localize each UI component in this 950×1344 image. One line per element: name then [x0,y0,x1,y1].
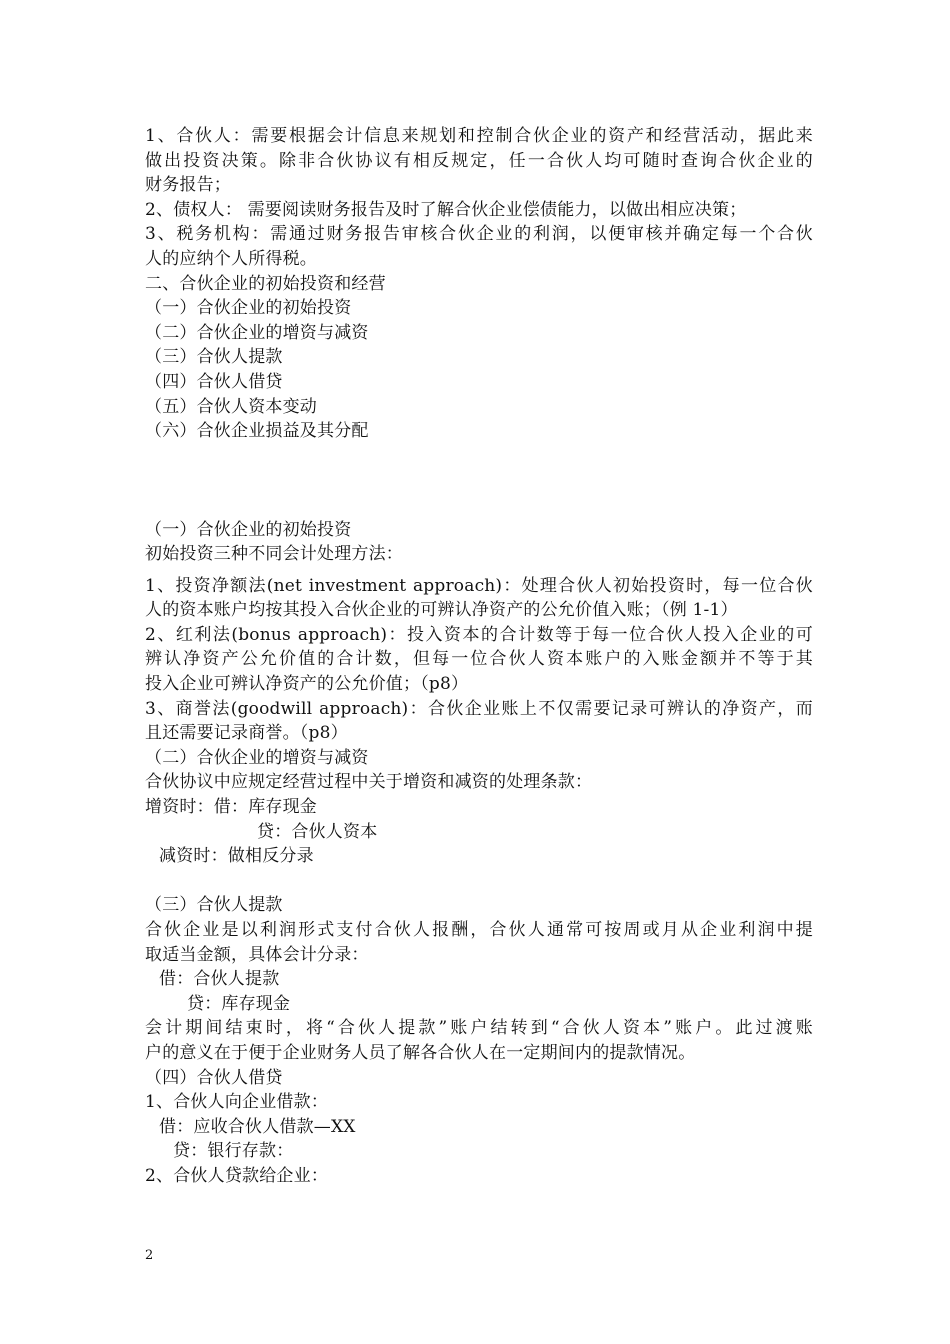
outline-item: （三）合伙人提款 [145,347,283,368]
spacer [145,493,813,518]
paragraph-line: 初始投资三种不同会计处理方法： [145,544,403,565]
subsection-heading: （三）合伙人提款 [145,895,283,916]
section-heading: 二、合伙企业的初始投资和经营 [145,273,386,294]
paragraph-line: 3、税务机构：需通过财务报告审核合伙企业的利润，以便审核并确定每一个合伙 [145,224,813,245]
paragraph-line: 户的意义在于便于企业财务人员了解各合伙人在一定期间内的提款情况。 [145,1042,696,1063]
outline-item: （二）合伙企业的增资与减资 [145,322,369,343]
page-number: 2 [145,1248,154,1263]
journal-entry-line: 借：合伙人提款 [159,969,280,990]
subsection-heading: （一）合伙企业的初始投资 [145,519,352,540]
outline-item: （一）合伙企业的初始投资 [145,298,352,319]
journal-entry-line: 增资时：借：库存现金 [145,797,317,818]
paragraph-line: 3、商誉法(goodwill approach)：合伙企业账上不仅需要记录可辨认的净资产，而 [145,698,813,719]
paragraph-line: 合伙企业是以利润形式支付合伙人报酬，合伙人通常可按周或月从企业利润中提 [145,920,813,940]
paragraph-line: 辨认净资产公允价值的合计数，但每一位合伙人资本账户的入账金额并不等于其 [145,649,813,670]
journal-entry-line: 贷：合伙人资本 [257,821,378,842]
paragraph-line: 投入企业可辨认净资产的公允价值；（p8） [145,674,469,695]
paragraph-line: 合伙协议中应规定经营过程中关于增资和减资的处理条款： [145,772,593,793]
paragraph-line: 2、合伙人贷款给企业： [145,1165,329,1186]
paragraph-line: 减资时：做相反分录 [159,846,314,867]
paragraph-line: 1、合伙人向企业借款： [145,1092,329,1113]
spacer [145,567,813,574]
subsection-heading: （二）合伙企业的增资与减资 [145,747,369,768]
paragraph-line: 人的资本账户均按其投入合伙企业的可辨认净资产的公允价值入账；（例 1-1） [145,600,738,621]
paragraph-line: 1、合伙人：需要根据会计信息来规划和控制合伙企业的资产和经营活动，据此来 [145,126,813,146]
paragraph-line: 1、投资净额法(net investment approach)：处理合伙人初始投资时，每一位合伙 [145,575,813,596]
paragraph-line: 人的应纳个人所得税。 [145,248,317,269]
spacer [145,444,813,469]
outline-item: （四）合伙人借贷 [145,371,283,392]
spacer [145,869,813,894]
journal-entry-line: 贷：库存现金 [187,993,291,1014]
paragraph-line: 2、红利法(bonus approach)：投入资本的合计数等于每一位合伙人投入企业的可 [145,624,813,645]
paragraph-line: 财务报告； [145,175,231,196]
outline-item: （六）合伙企业损益及其分配 [145,421,369,442]
spacer [145,468,813,493]
paragraph-line: 做出投资决策。除非合伙协议有相反规定，任一合伙人均可随时查询合伙企业的 [145,150,813,171]
journal-entry-line: 借：应收合伙人借款—XX [159,1116,356,1137]
subsection-heading: （四）合伙人借贷 [145,1067,283,1088]
paragraph-line: 取适当金额，具体会计分录： [145,944,369,965]
paragraph-line: 会计期间结束时，将“合伙人提款”账户结转到“合伙人资本”账户。此过渡账 [145,1018,813,1039]
paragraph-line: 且还需要记录商誉。（p8） [145,723,348,744]
page-content [145,124,813,1189]
journal-entry-line: 贷：银行存款： [173,1141,294,1162]
paragraph-line: 2、债权人： 需要阅读财务报告及时了解合伙企业偿债能力，以做出相应决策； [145,199,747,220]
outline-item: （五）合伙人资本变动 [145,396,317,417]
